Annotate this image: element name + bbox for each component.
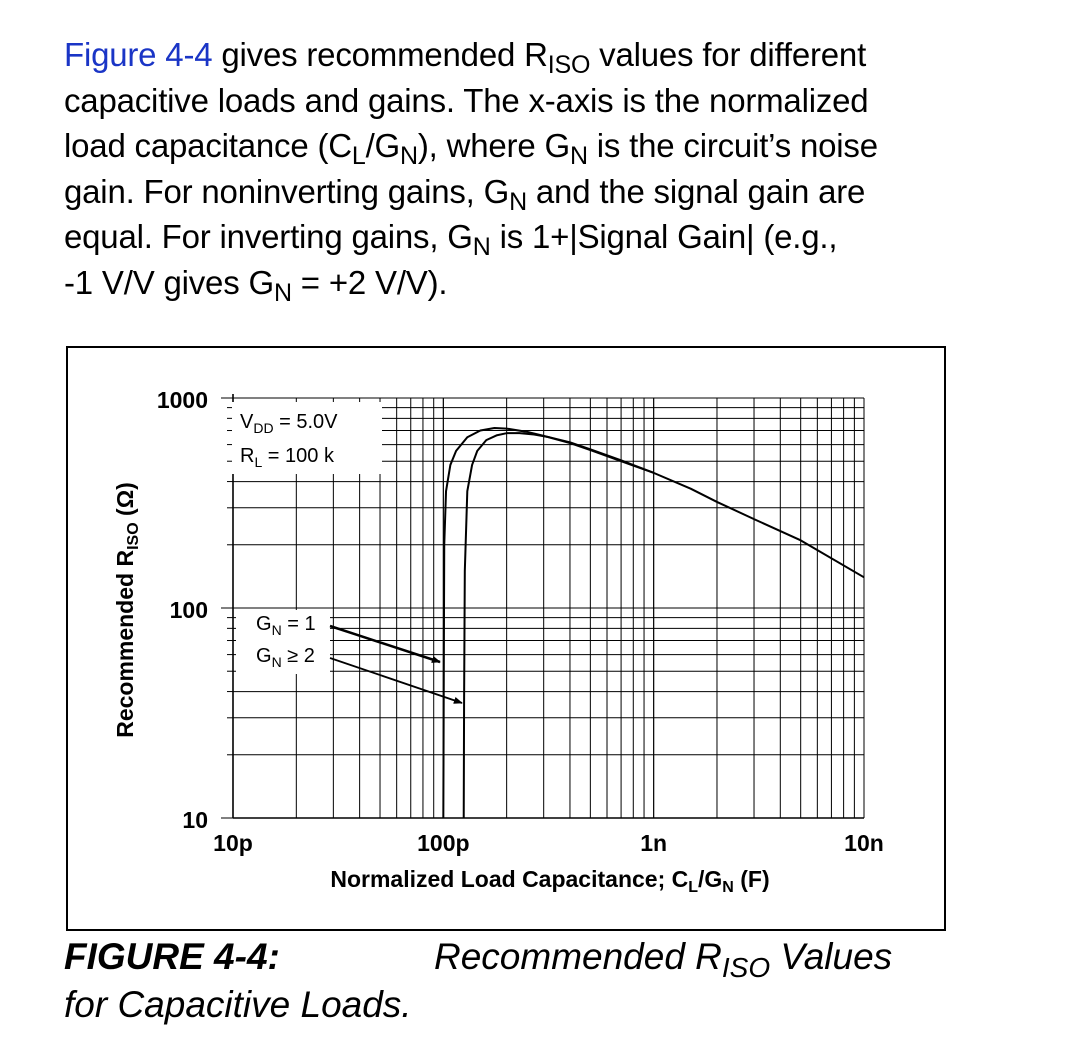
arrow-gn1	[330, 626, 440, 662]
caption-title	[434, 932, 892, 982]
text: equal. For inverting gains, G	[64, 218, 473, 255]
subscript: N	[569, 142, 588, 170]
series-labels	[236, 610, 462, 703]
subscript: N	[472, 233, 491, 261]
figure-link[interactable]: Figure 4-4	[64, 36, 213, 73]
condition-rl: $R_L = 100$ k	[240, 445, 334, 470]
x-tick-label: 100p	[417, 830, 470, 856]
paragraph-line-2: capacitive loads and gains. The x-axis is the normalized	[64, 81, 869, 119]
text: is the circuit’s noise	[587, 127, 878, 164]
caption-line-2: for Capacitive Loads.	[64, 984, 412, 1025]
series-label-gn1: $G_N = 1$	[256, 613, 316, 638]
subscript: N	[400, 142, 418, 170]
caption-label: FIGURE 4-4:	[64, 936, 280, 977]
x-tick-label: 10n	[844, 830, 884, 856]
y-tick-label: 10	[182, 807, 208, 833]
text: load capacitance (C	[64, 127, 352, 164]
y-axis-label: Recommended $R_{ISO}$ (Ω)	[112, 482, 142, 738]
text: ), where G	[417, 127, 570, 164]
text: gain. For noninverting gains, G	[64, 172, 510, 210]
x-tick-label: 10p	[213, 830, 253, 856]
text: and the signal gain are	[526, 172, 866, 210]
text: gives recommended R	[212, 36, 548, 73]
condition-vdd: $V_{DD} = 5.0V$	[240, 411, 338, 436]
x-axis-label: Normalized Load Capacitance; $C_L/G_N$ (F)	[330, 866, 770, 896]
subscript: N	[273, 278, 292, 307]
subscript: ISO	[721, 952, 771, 983]
x-tick-label: 1n	[640, 830, 668, 856]
text: -1 V/V gives G	[64, 263, 274, 301]
y-tick-label: 1000	[156, 387, 208, 413]
text: values for different	[590, 36, 867, 73]
text: = +2 V/V).	[291, 263, 448, 301]
conditions-box	[232, 402, 382, 474]
subscript: ISO	[547, 51, 591, 79]
series-line-2	[464, 433, 654, 818]
text: /G	[365, 127, 401, 164]
arrow-gn2	[330, 658, 462, 703]
text: Values	[770, 936, 893, 977]
subscript: L	[351, 142, 366, 170]
y-tick-label: 100	[169, 597, 208, 623]
figure-caption	[64, 932, 893, 1025]
text: Recommended R	[434, 936, 722, 977]
text: is 1+|Signal Gain| (e.g.,	[490, 218, 838, 255]
subscript: N	[509, 187, 527, 216]
series-label-gn2: $G_N \ge 2$	[256, 645, 315, 670]
